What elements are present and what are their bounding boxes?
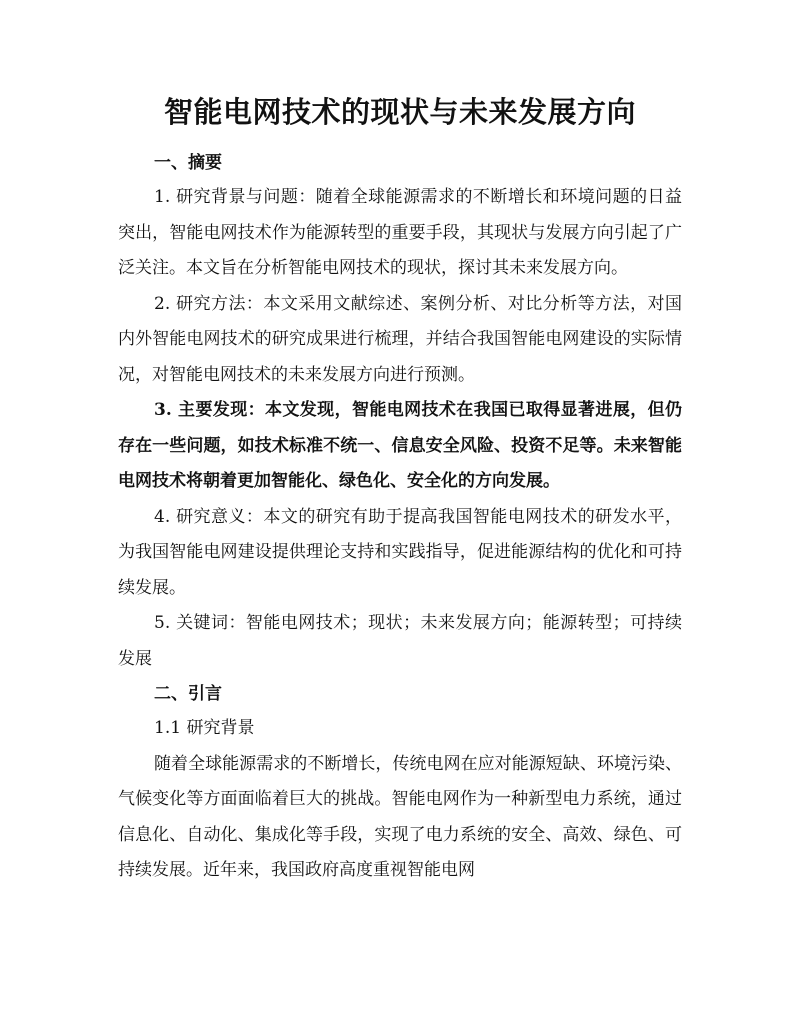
abstract-item-significance: 4. 研究意义：本文的研究有助于提高我国智能电网技术的研发水平，为我国智能电网建设提供理论支持和实践指导，促进能源结构的优化和可持续发展。 [118,506,682,598]
section-heading-abstract: 一、摘要 [154,153,222,173]
abstract-item-findings: 3. 主要发现：本文发现，智能电网技术在我国已取得显著进展，但仍存在一些问题，如技术标准不统一、信息安全风险、投资不足等。未来智能电网技术将朝着更加智能化、绿色化、安全化的方向发展。 [118,400,682,491]
introduction-paragraph: 随着全球能源需求的不断增长，传统电网在应对能源短缺、环境污染、气候变化等方面面临着巨大的挑战。智能电网作为一种新型电力系统，通过信息化、自动化、集成化等手段，实现了电力系统的安全、高效、绿色、可持续发展。近年来，我国政府高度重视智能电网 [118,753,682,880]
abstract-item-methods: 2. 研究方法：本文采用文献综述、案例分析、对比分析等方法，对国内外智能电网技术的研究成果进行梳理，并结合我国智能电网建设的实际情况，对智能电网技术的未来发展方向进行预测。 [118,293,682,385]
subsection-heading-background: 1.1 研究背景 [154,718,255,738]
document-body [118,146,682,889]
document-title: 智能电网技术的现状与未来发展方向 [163,95,636,129]
abstract-item-keywords: 5. 关键词：智能电网技术；现状；未来发展方向；能源转型；可持续发展 [118,613,682,669]
abstract-item-background: 1. 研究背景与问题：随着全球能源需求的不断增长和环境问题的日益突出，智能电网技术作为能源转型的重要手段，其现状与发展方向引起了广泛关注。本文旨在分析智能电网技术的现状，探讨其未来发展方向。 [118,187,682,278]
section-heading-introduction: 二、引言 [154,684,222,704]
